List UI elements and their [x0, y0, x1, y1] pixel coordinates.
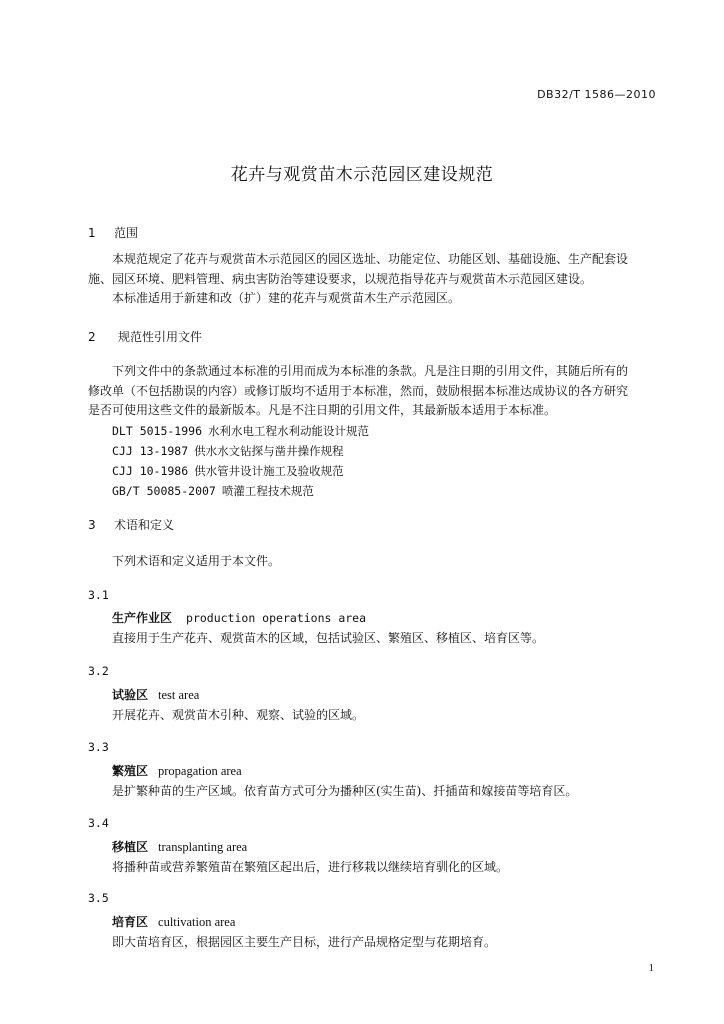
reference-code: CJJ 13-1987 [112, 443, 189, 458]
reference-item [112, 421, 656, 441]
section-3-heading [88, 516, 174, 533]
reference-item [112, 461, 656, 481]
term-chinese: 移植区 [112, 840, 149, 854]
reference-item [112, 481, 656, 501]
reference-title: 喷灌工程技术规范 [221, 483, 314, 498]
paragraph-line: 修改单（不包括勘误的内容）或修订版均不适用于本标准，然而，鼓励根据本标准达成协议的各方研究 [88, 383, 629, 398]
term-number: 3.3 [88, 740, 109, 754]
term-definition: 开展花卉、观赏苗木引种、观察、试验的区域。 [112, 707, 365, 722]
term-definition: 即大苗培育区，根据园区主要生产目标，进行产品规格定型与花期培育。 [112, 934, 497, 949]
section-2-heading [88, 328, 202, 345]
paragraph-line: 本标准适用于新建和改（扩）建的花卉与观赏苗木生产示范园区。 [112, 291, 461, 305]
reference-title: 供水水文钻探与凿井操作规程 [194, 443, 344, 458]
term-number: 3.5 [88, 891, 109, 905]
section-title: 范围 [114, 226, 139, 240]
term-entry [112, 762, 672, 801]
term-chinese: 培育区 [112, 915, 149, 929]
paragraph-line: 是否可使用这些文件的最新版本。凡是不注日期的引用文件，其最新版本适用于本标准。 [88, 403, 557, 417]
term-english: production operations area [186, 611, 367, 625]
reference-code: DLT 5015-1996 [112, 423, 203, 438]
term-number: 3.1 [88, 588, 109, 602]
term-chinese: 试验区 [112, 688, 149, 702]
term-number: 3.2 [88, 664, 109, 678]
section-1-body [88, 250, 656, 309]
section-title: 术语和定义 [114, 518, 175, 532]
section-number: 1 [88, 226, 96, 240]
page-number: 1 [648, 962, 654, 974]
section-title: 规范性引用文件 [118, 330, 203, 344]
term-entry [112, 913, 656, 952]
term-english: cultivation area [158, 915, 236, 929]
section-number: 2 [88, 330, 96, 344]
term-definition: 是扩繁种苗的生产区域。依育苗方式可分为播种区(实生苗)、扦插苗和嫁接苗等培育区。 [112, 783, 578, 798]
section-3-intro: 下列术语和定义适用于本文件。 [112, 554, 281, 568]
term-entry [112, 838, 656, 877]
reference-item [112, 441, 656, 461]
term-english: transplanting area [158, 840, 248, 854]
paragraph-line: 施、园区环境、肥料管理、病虫害防治等建设要求，以规范指导花卉与观赏苗木示范园区建设。 [88, 271, 593, 286]
term-number: 3.4 [88, 816, 109, 830]
term-chinese: 繁殖区 [112, 764, 149, 778]
section-2-body [88, 362, 656, 501]
section-number: 3 [88, 518, 96, 532]
term-entry [112, 609, 656, 648]
paragraph-line: 本规范规定了花卉与观赏苗木示范园区的园区选址、功能定位、功能区划、基础设施、生产配套设 [112, 252, 629, 266]
reference-title: 水利水电工程水利动能设计规范 [208, 423, 370, 438]
term-english: test area [158, 688, 200, 702]
reference-code: GB/T 50085-2007 [112, 483, 216, 498]
reference-code: CJJ 10-1986 [112, 463, 189, 478]
section-1-heading [88, 224, 138, 241]
standard-code: DB32/T 1586—2010 [537, 88, 656, 101]
term-chinese: 生产作业区 [112, 611, 173, 625]
document-title: 花卉与观赏苗木示范园区建设规范 [230, 165, 494, 185]
term-definition: 将播种苗或营养繁殖苗在繁殖区起出后，进行移栽以继续培育驯化的区域。 [112, 859, 509, 874]
term-definition: 直接用于生产花卉、观赏苗木的区域，包括试验区、繁殖区、移植区、培育区等。 [112, 630, 545, 645]
reference-list [88, 421, 656, 501]
reference-title: 供水管井设计施工及验收规范 [194, 463, 344, 478]
term-english: propagation area [158, 764, 242, 778]
paragraph-line: 下列文件中的条款通过本标准的引用而成为本标准的条款。凡是注日期的引用文件，其随后所有的 [112, 364, 629, 378]
term-entry [112, 686, 656, 725]
